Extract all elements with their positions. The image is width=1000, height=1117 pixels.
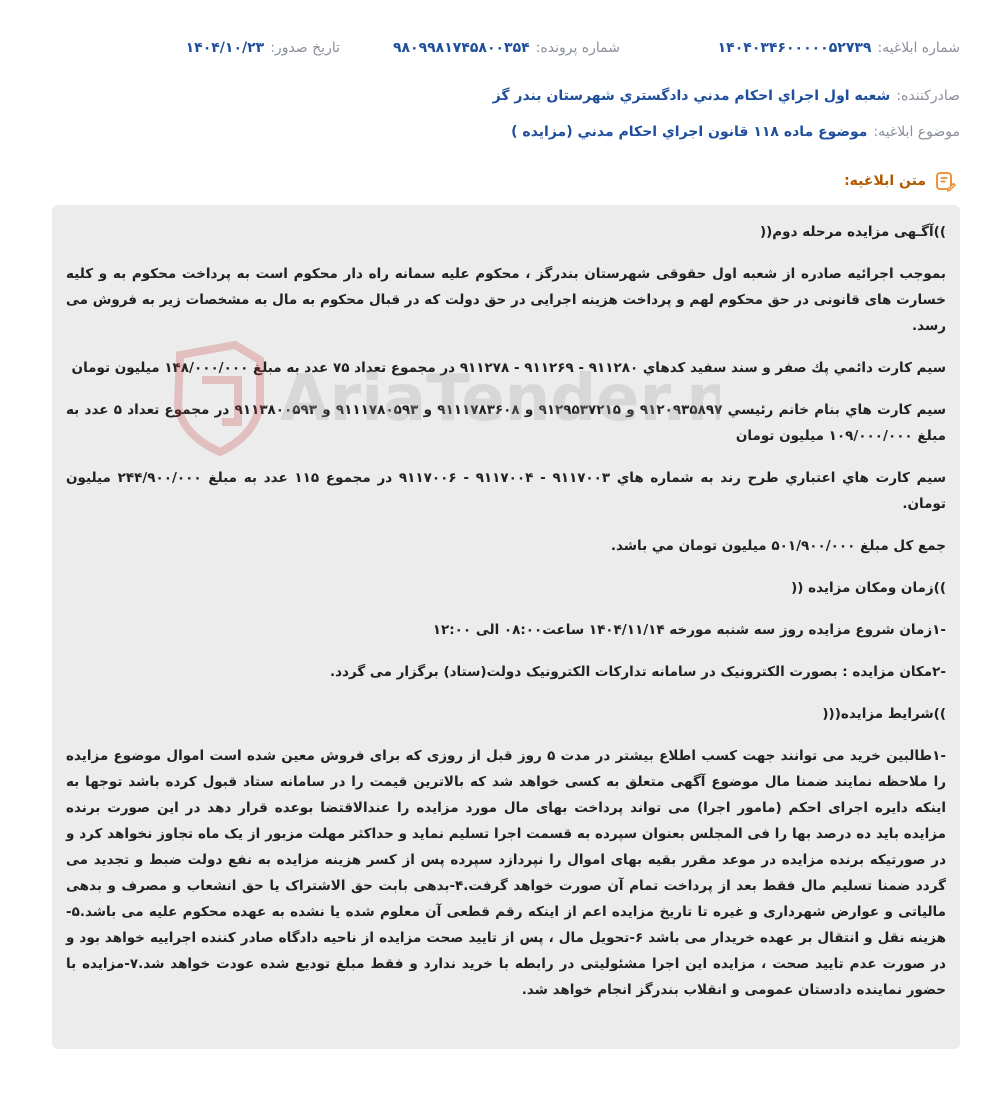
subject-row [40, 122, 960, 142]
body-heading-time-place: ))زمان ومکان مزایده (( [791, 580, 946, 596]
body-paragraph: سیم کارت دائمي پك صفر و سند سفید کدهاي ۹۱۱۲۸۰ - ۹۱۱۲۶۹ - ۹۱۱۲۷۸ در مجموع تعداد ۷۵ عدد به مبلغ ۱۴۸/۰۰۰/۰۰۰ میلیون تومان [71, 360, 946, 376]
body-heading-second-auction: ))آگـهی مزایده مرحله دوم(( [759, 224, 946, 240]
subject-value: موضوع ماده ۱۱۸ قانون اجراي احكام مدني (مزايده ) [511, 124, 868, 140]
subject-label: موضوع ابلاغیه: [873, 124, 960, 140]
issuer-label: صادرکننده: [896, 88, 960, 104]
body-paragraph: -۱زمان شروع مزایده روز سه شنبه مورخه ۱۴۰۴/۱۱/۱۴ ساعت۰۸:۰۰ الی ۱۲:۰۰ [432, 622, 946, 638]
body-heading-conditions: ))شرایط مزایده((( [822, 706, 946, 722]
body-paragraph: -۲مکان مزایده : بصورت الکترونیک در سامانه تدارکات الکترونیک دولت(ستاد) برگزار می گردد. [329, 664, 946, 680]
issue-date-value: ۱۴۰۴/۱۰/۲۳ [185, 40, 265, 56]
issue-date [186, 38, 340, 58]
notice-number-label: شماره ابلاغیه: [877, 40, 960, 56]
notice-number-value: ۱۴۰۴۰۳۴۶۰۰۰۰۰۵۲۷۳۹ [717, 40, 872, 56]
body-conditions: -۱طالبین خرید می توانند جهت کسب اطلاع بیشتر در مدت ۵ روز قبل از روزی که برای فروش معین شده است اموال موضوع مزایده را ملاحظه نمایند ضمنا مال موضوع آگهی متعلق به کسی خواهد شد که بالاترین قیمت را در سامانه ستاد قبول کرده باشد توجها به اینکه دایره اجرای احکم (مامور اجرا) می تواند پرداخت بهای مال مورد مزایده را عندالاقتضا بوعده قرار دهد در این صورت برنده مزایده باید ده درصد بها را فی المجلس بعنوان سپرده به قسمت اجرا تسلیم نماید و حداکثر مهلت مزبور از یک ماه تجاوز نخواهد کرد و در صورتیکه برنده مزایده در موعد مقرر بقیه بهای اموال را نپردازد سپرده پس از کسر هزینه مزایده به نفع دولت ضبط و تجدید می گردد ضمنا تسلیم مال فقط بعد از پرداخت تمام آن صورت خواهد گرفت.۴-بدهی بابت حق الاشتراک یا حق انشعاب و مصرف و بدهی مالیاتی و عوارض شهرداری و غیره تا تاریخ مزایده اعم از اینکه رقم قطعی آن معلوم شده یا نشده به عهده محکوم علیه می باشد.۵- هزینه نقل و انتقال بر عهده خریدار می باشد ۶-تحویل مال ، پس از تایید صحت مزایده از ناحیه دادگاه صادر کننده اجراییه خواهد بود و در صورت عدم تایید صحت ، مزایده این اجرا مشئولیتی در رابطه با خرید ندارد و فقط مبلغ تودیع شده عودت خواهد شد.۷-مزایده با حضور نماینده دادستان عمومی و انقلاب بندرگز انجام خواهد شد. [66, 748, 947, 998]
case-number-label: شماره پرونده: [535, 40, 620, 56]
issuer-row [40, 86, 960, 106]
issue-date-label: تاریخ صدور: [270, 40, 340, 56]
notice-text-title: متن ابلاغیه: [844, 173, 926, 189]
notice-text-heading [844, 170, 956, 192]
issuer-value: شعبه اول اجراي احكام مدني دادگستري شهرستان بندر گز [492, 88, 891, 104]
body-total: جمع کل مبلغ ۵۰۱/۹۰۰/۰۰۰ میلیون تومان مي باشد. [610, 538, 946, 554]
notice-body [52, 205, 960, 1049]
case-number [393, 38, 620, 58]
case-number-value: ۹۸۰۹۹۸۱۷۴۵۸۰۰۳۵۴ [392, 40, 530, 56]
watermark-text: AriaTender.n [280, 362, 720, 436]
body-paragraph: بموجب اجرائیه صادره از شعبه اول حقوقی شهرستان بندرگز ، محکوم علیه سمانه راه دار محکوم است به پرداخت محکوم به و کلیه خسارت های قانونی در حق محکوم لهم و پرداخت هزینه اجرایی در حق دولت که در قبال محکوم به مال به مشخصات زیر به فروش می رسد. [66, 266, 946, 334]
body-paragraph: سیم کارت هاي اعتباري طرح رند به شماره هاي ۹۱۱۷۰۰۳ - ۹۱۱۷۰۰۴ - ۹۱۱۷۰۰۶ در مجموع ۱۱۵ عدد به مبلغ ۲۴۴/۹۰۰/۰۰۰ میلیون تومان. [66, 470, 947, 512]
document-pen-icon [934, 170, 956, 192]
notice-number [718, 38, 960, 58]
body-paragraph: سیم کارت هاي بنام خانم رئیسي ۹۱۲۰۹۳۵۸۹۷ و ۹۱۲۹۵۳۷۲۱۵ و ۹۱۱۱۷۸۳۶۰۸ و ۹۱۱۱۷۸۰۵۹۳ و ۹۱۱۳۸۰۰۵۹۳ در مجموع تعداد ۵ عدد به مبلغ ۱۰۹/۰۰۰/۰۰۰ میلیون تومان [66, 402, 947, 444]
